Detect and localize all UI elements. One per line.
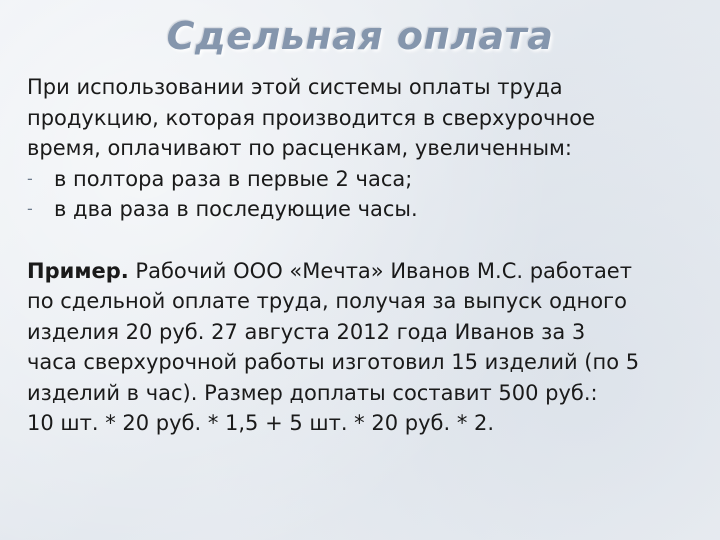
intro-line: время, оплачивают по расценкам, увеличенным: — [27, 136, 572, 160]
intro-line: При использовании этой системы оплаты труда — [27, 75, 563, 99]
bullet-item — [27, 164, 697, 195]
example-label: Пример. — [27, 258, 129, 283]
bullet-text: в полтора раза в первые 2 часа; — [54, 166, 413, 191]
example-formula: 10 шт. * 20 руб. * 1,5 + 5 шт. * 20 руб. * 2. — [27, 411, 495, 435]
slide-title: Сдельная оплата — [166, 14, 554, 58]
example-line: изделий в час). Размер доплаты составит 500 руб.: — [27, 380, 598, 405]
bullet-text: в два раза в последующие часы. — [54, 197, 418, 221]
bullet-item — [27, 194, 697, 225]
example-line: по сдельной оплате труда, получая за выпуск одного — [27, 289, 627, 313]
bullet-dash-icon: - — [27, 199, 33, 218]
intro-line: продукцию, которая производится в сверхурочное — [27, 105, 595, 130]
example-first-line — [27, 256, 697, 287]
example-text: Рабочий ООО «Мечта» Иванов М.С. работает — [128, 258, 632, 283]
paragraph-spacer — [27, 225, 697, 256]
example-line: часа сверхурочной работы изготовил 15 изделий (по 5 — [27, 350, 640, 374]
slide-body — [27, 72, 697, 439]
example-line: изделия 20 руб. 27 августа 2012 года Иванов за 3 — [27, 319, 586, 344]
bullet-dash-icon: - — [27, 168, 33, 188]
